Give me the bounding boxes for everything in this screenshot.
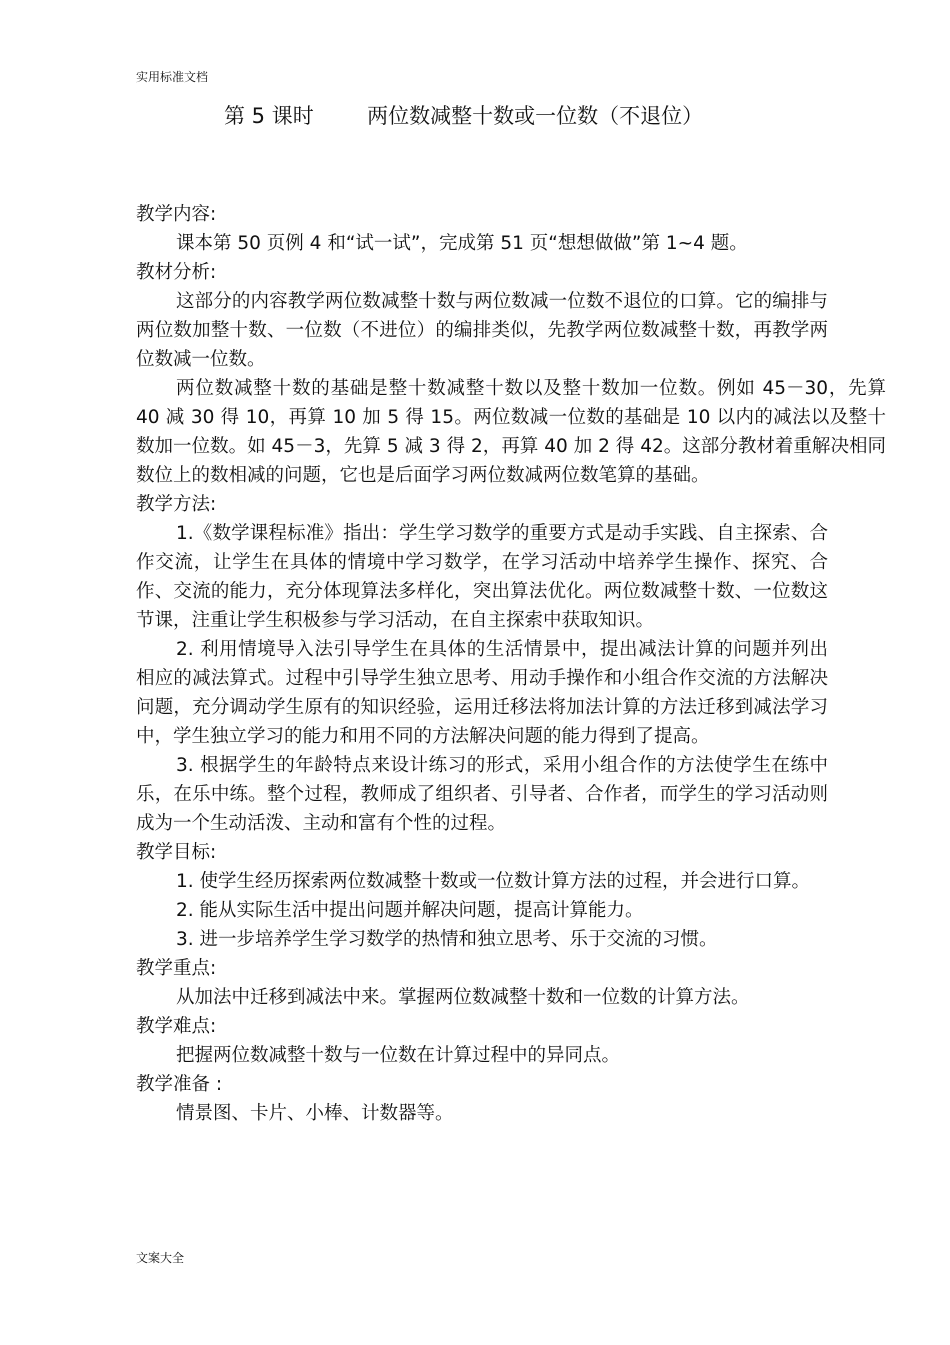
paragraph: 1. 使学生经历探索两位数减整十数或一位数计算方法的过程，并会进行口算。 (176, 871, 811, 892)
section-heading: 教学难点: (136, 1016, 217, 1037)
paragraph: 2. 能从实际生活中提出问题并解决问题，提高计算能力。 (176, 900, 644, 921)
paragraph: 1.《数学课程标准》指出：学生学习数学的重要方式是动手实践、自主探索、合作交流，让学生在具体的情境中学习数学，在学习活动中培养学生操作、探究、合作、交流的能力，充分体现算法多样化，突出算法优化。两位数减整十数、一位数这节课，注重让学生积极参与学习活动，在自主探索中获取知识。 (136, 523, 828, 631)
paragraph: 课本第 50 页例 4 和“试一试”，完成第 51 页“想想做做”第 1~4 题。 (176, 233, 748, 254)
section-heading: 教学内容: (136, 204, 217, 225)
paragraph: 情景图、卡片、小棒、计数器等。 (176, 1103, 454, 1124)
paragraph: 两位数减整十数的基础是整十数减整十数以及整十数加一位数。例如 45－30，先算 40 减 30 得 10，再算 10 加 5 得 15。两位数减一位数的基础是 10 以内的减法以及整十数加一位数。如 45－3，先算 5 减 3 得 2，再算 40 加 2 得 42。这部分教材着重解决相同数位上的数相减的问题，它也是后面学习两位数减两位数笔算的基础。 (136, 378, 886, 486)
section-heading: 教学重点: (136, 958, 217, 979)
lesson-title: 第 5 课时 两位数减整十数或一位数（不退位） (224, 104, 704, 128)
paragraph: 从加法中迁移到减法中来。掌握两位数减整十数和一位数的计算方法。 (176, 987, 750, 1008)
document-body (136, 200, 886, 1128)
paragraph: 3. 根据学生的年龄特点来设计练习的形式，采用小组合作的方法使学生在练中乐，在乐中练。整个过程，教师成了组织者、引导者、合作者，而学生的学习活动则成为一个生动活泼、主动和富有个性的过程。 (136, 755, 828, 834)
section-heading: 教学准备 : (136, 1074, 223, 1095)
paragraph: 2. 利用情境导入法引导学生在具体的生活情景中，提出减法计算的问题并列出相应的减法算式。过程中引导学生独立思考、用动手操作和小组合作交流的方法解决问题，充分调动学生原有的知识经验，运用迁移法将加法计算的方法迁移到减法学习中，学生独立学习的能力和用不同的方法解决问题的能力得到了提高。 (136, 639, 828, 747)
paragraph: 把握两位数减整十数与一位数在计算过程中的异同点。 (176, 1045, 621, 1066)
section-heading: 教学方法: (136, 494, 217, 515)
paragraph: 这部分的内容教学两位数减整十数与两位数减一位数不退位的口算。它的编排与两位数加整十数、一位数（不进位）的编排类似，先教学两位数减整十数，再教学两位数减一位数。 (136, 291, 828, 370)
section-heading: 教学目标: (136, 842, 217, 863)
page-header: 实用标准文档 (136, 70, 209, 84)
page-footer: 文案大全 (136, 1251, 185, 1265)
paragraph: 3. 进一步培养学生学习数学的热情和独立思考、乐于交流的习惯。 (176, 929, 718, 950)
section-heading: 教材分析: (136, 262, 217, 283)
